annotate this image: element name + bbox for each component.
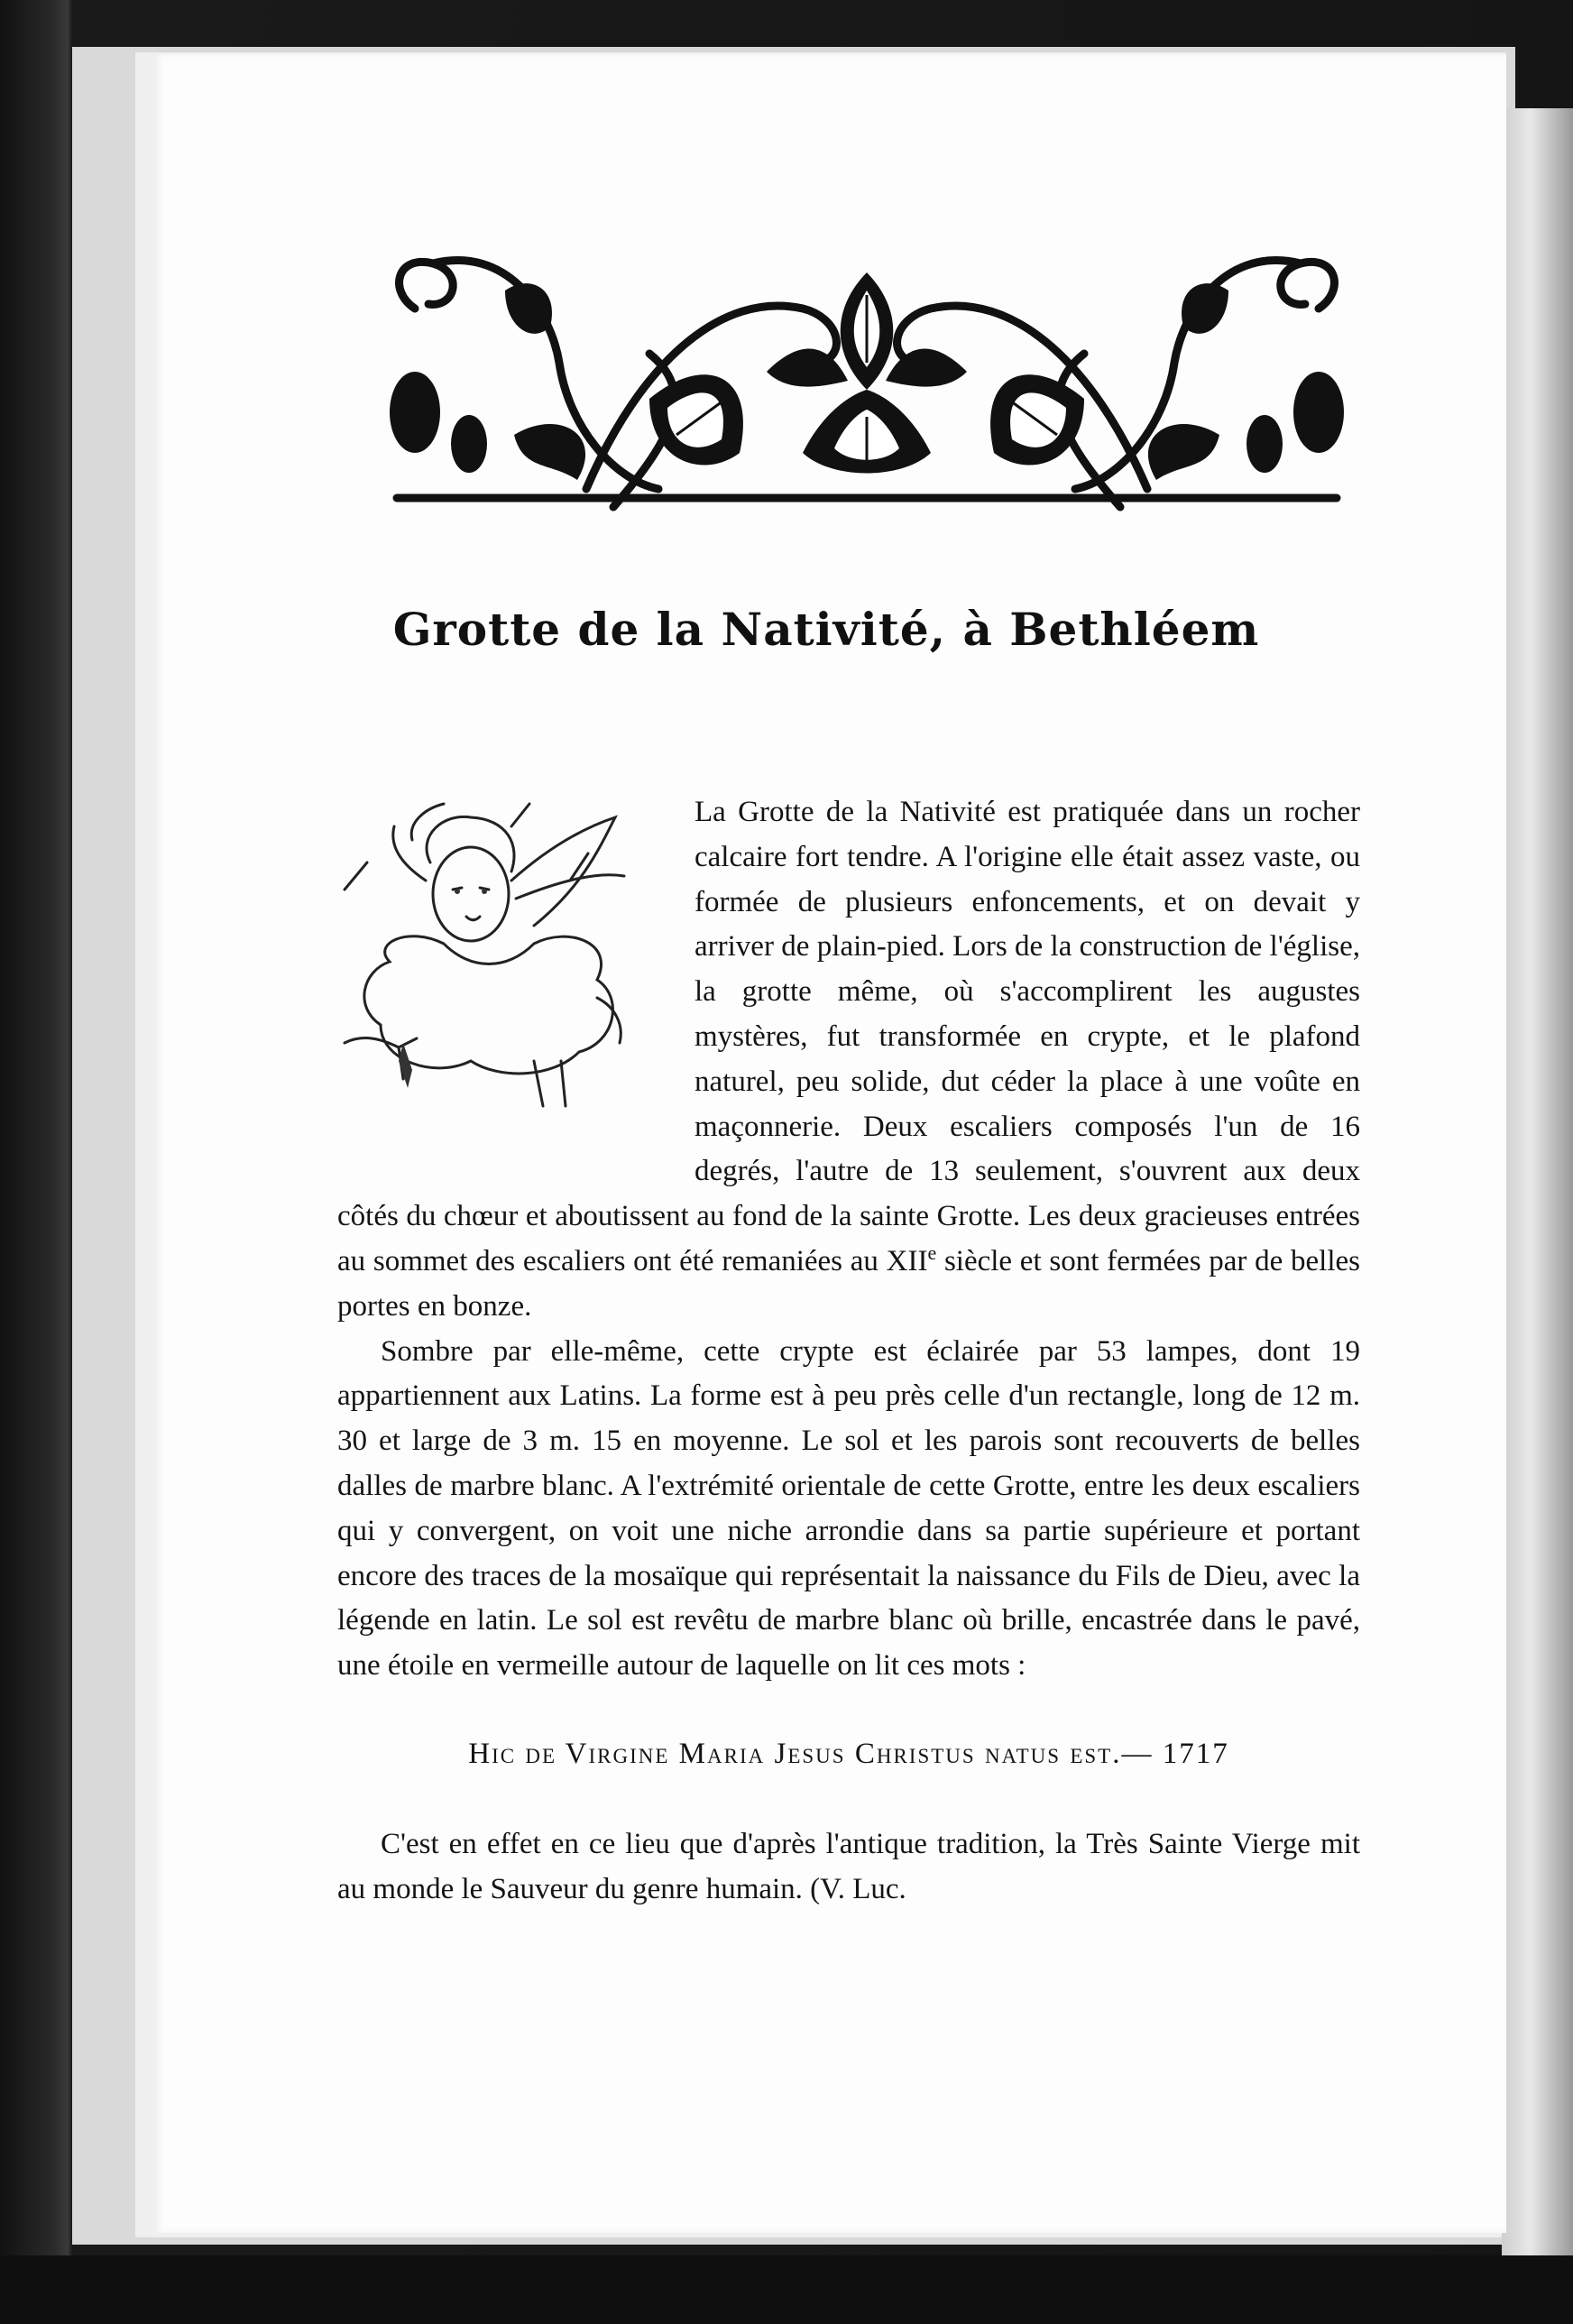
paragraph-1 (337, 790, 1360, 1330)
paragraph-1-line-6: se, la grotte même, où s'accomplirent les (695, 930, 1361, 1009)
paragraph-1-line-7: augustes mystères, fut transformée en crypte, (695, 975, 1360, 1053)
superscript-e: e (927, 1240, 937, 1264)
paragraph-1-continuation: place à une voûte en maçonnerie. Deux escaliers composés l'un de 16 degrés, l'autre de 13 seulement, s'ouvrent aux deux côtés du chœur et aboutissent au fond de la sainte Grotte. Les deux gracieuses entrées au sommet des escaliers ont été remaniées au XII (337, 1065, 1360, 1277)
paragraph-1-line-8: et le plafond naturel, peu solide, dut céder la (695, 1019, 1361, 1098)
paragraph-3: C'est en effet en ce lieu que d'après l'antique tradition, la Très Sainte Vierge mit au monde le Sauveur du genre humain. (V. Luc. (337, 1827, 1360, 1905)
paragraph-1-line-4: enfoncements, et on devait y arriver de (695, 885, 1361, 964)
paragraph-1-end: siècle et sont fermées par de belles portes en bonze. (337, 1244, 1360, 1323)
floral-headpiece-ornament (379, 254, 1355, 525)
cherub-vignette-illustration (327, 790, 678, 1151)
scan-bottom-strip (0, 2255, 1573, 2324)
paragraph-2: Sombre par elle-même, cette crypte est éclairée par 53 lampes, dont 19 appartiennent aux Latins. La forme est à peu près celle d'un rectangle, long de 12 m. 30 et large de 3 m. 15 en moyenne. Le sol et les parois sont recouverts de belles dalles de marbre blanc. A l'extrémité orientale de cette Grotte, entre les deux escaliers qui y convergent, on voit une niche arrondie dans sa partie supérieure et portant encore des traces de la mosaïque qui représentait la naissance du Fils de Dieu, avec la légende en latin. Le sol est revêtu de marbre blanc où brille, encastrée dans le pavé, une étoile en vermeille autour de laquelle on lit ces mots : (337, 1334, 1360, 1683)
page-title: Grotte de la Nativité, à Bethléem (392, 603, 1260, 656)
paragraph-1-line-3: elle était assez vaste, ou formée de plusieurs (695, 840, 1361, 918)
paragraph-1-line-2: un rocher calcaire fort tendre. A l'origine (695, 796, 1360, 873)
latin-inscription: Hic de Virgine Maria Jesus Christus natus est.— 1717 (468, 1737, 1229, 1770)
paragraph-1-line-5: plain-pied. Lors de la construction de l'égli (816, 930, 1329, 964)
paragraph-1-line-1: La Grotte de la Nativité est pratiquée dans (695, 796, 1230, 828)
book-right-edge (1502, 108, 1573, 2255)
page-body-text (337, 790, 1360, 1912)
